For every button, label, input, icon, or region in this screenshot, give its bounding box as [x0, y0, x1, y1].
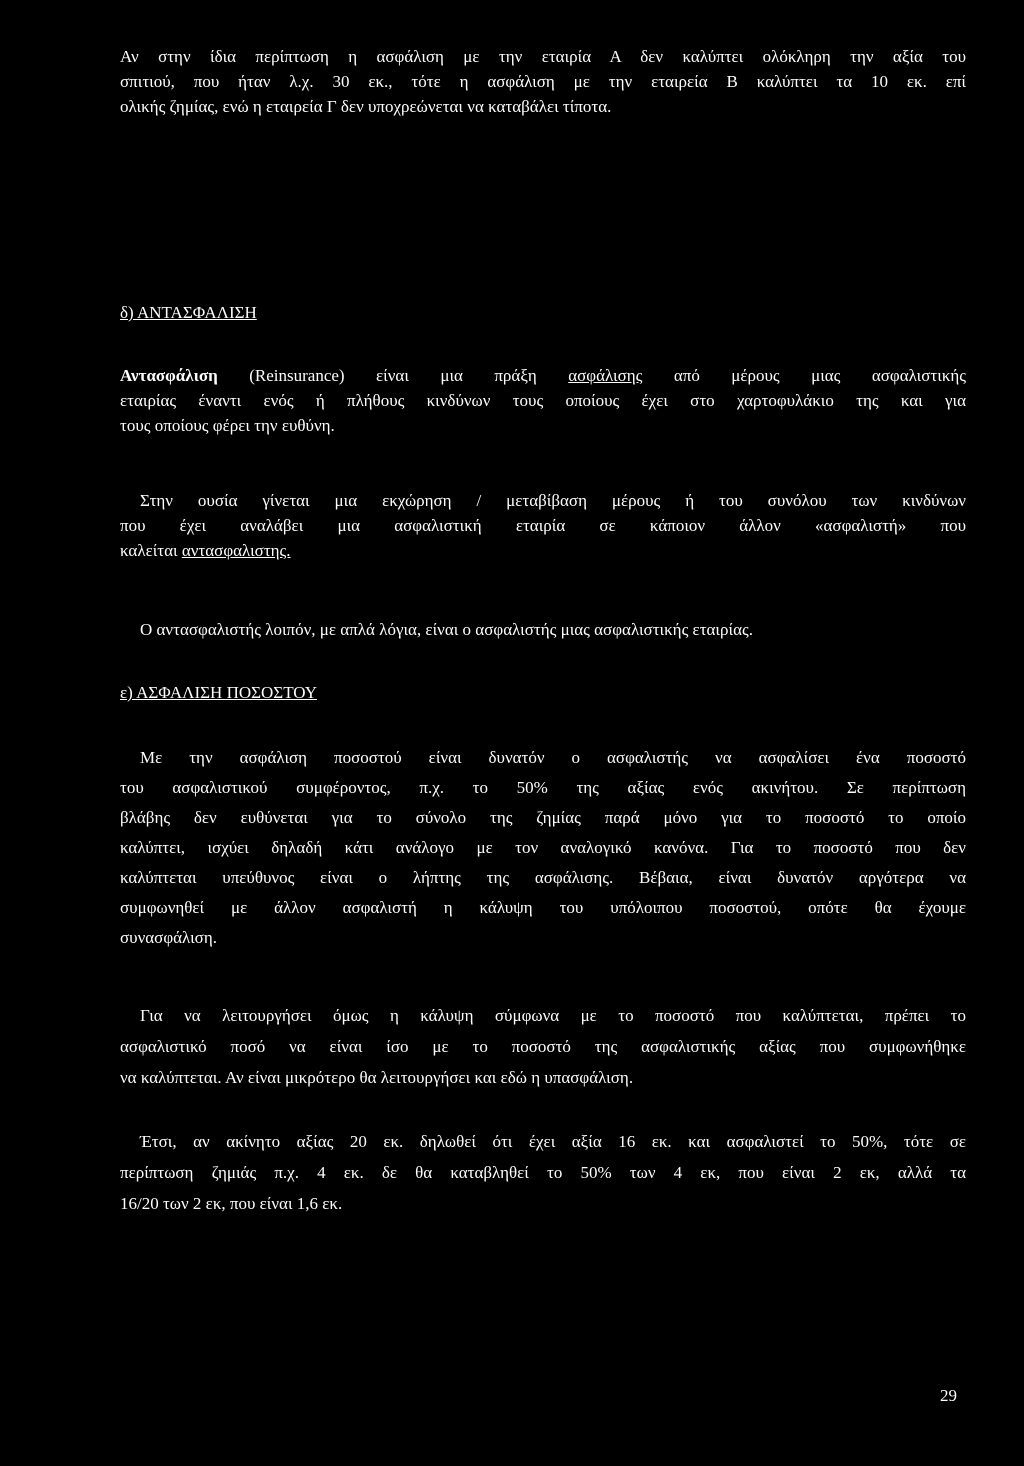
text-line: σπιτιού, που ήταν λ.χ. 30 εκ., τότε η ασφάλιση με την εταιρεία Β καλύπτει τα 10 εκ. επί: [120, 72, 966, 91]
reinsurance-transfer-paragraph: [120, 488, 966, 563]
text-line: Αν στην ίδια περίπτωση η ασφάλιση με την εταιρία Α δεν καλύπτει ολόκληρη την αξία του: [120, 47, 966, 66]
text-line: που έχει αναλάβει μια ασφαλιστική εταιρία σε κάποιον άλλον «ασφαλιστή» που: [120, 516, 966, 535]
text-line: καλύπτει, ισχύει δηλαδή κάτι ανάλογο με τον αναλογικό κανόνα. Για το ποσοστό που δεν: [120, 838, 966, 857]
page-number: 29: [940, 1386, 957, 1405]
defined-term: Αντασφάλιση: [120, 366, 218, 385]
reinsurance-definition-paragraph: [120, 363, 966, 438]
coverage-condition-paragraph: [120, 1000, 966, 1093]
text-line: του ασφαλιστικού συμφέροντος, π.χ. το 50% της αξίας ενός ακινήτου. Σε περίπτωση: [120, 778, 966, 797]
text-line: [120, 538, 966, 563]
text-fragment: (Reinsurance) είναι μια πράξη: [217, 366, 569, 385]
text-line: 16/20 των 2 εκ, που είναι 1,6 εκ.: [120, 1194, 343, 1213]
section-d-heading: δ) ΑΝΤΑΣΦΑΛΙΣΗ: [120, 303, 257, 322]
intro-paragraph: [120, 44, 966, 119]
text-line: καλύπτεται υπεύθυνος είναι ο λήπτης της ασφάλισης. Βέβαια, είναι δυνατόν αργότερα να: [120, 868, 966, 887]
insurance-link[interactable]: ασφάλισης: [568, 366, 643, 385]
text-line: Ο αντασφαλιστής λοιπόν, με απλά λόγια, είναι ο ασφαλιστής μιας ασφαλιστικής εταιρίας.: [140, 620, 753, 639]
text-fragment: από μέρους μιας ασφαλιστικής: [642, 366, 967, 385]
text-line: ασφαλιστικό ποσό να είναι ίσο με το ποσοστό της ασφαλιστικής αξίας που συμφωνήθηκε: [120, 1037, 966, 1056]
section-e-heading: ε) ΑΣΦΑΛΙΣΗ ΠΟΣΟΣΤΟΥ: [120, 683, 317, 702]
text-line: βλάβης δεν ευθύνεται για το σύνολο της ζημίας παρά μόνο για το ποσοστό το οποίο: [120, 808, 966, 827]
text-line: Για να λειτουργήσει όμως η κάλυψη σύμφωνα με το ποσοστό που καλύπτεται, πρέπει το: [140, 1006, 966, 1025]
reinsurer-summary-paragraph: [120, 617, 966, 642]
text-fragment: καλείται: [120, 541, 182, 560]
text-line: ολικής ζημίας, ενώ η εταιρεία Γ δεν υποχρεώνεται να καταβάλει τίποτα.: [120, 97, 612, 116]
text-line: συμφωνηθεί με άλλον ασφαλιστή η κάλυψη του υπόλοιπου ποσοστού, οπότε θα έχουμε: [120, 898, 966, 917]
text-line: Στην ουσία γίνεται μια εκχώρηση / μεταβίβαση μέρους ή του συνόλου των κινδύνων: [140, 491, 966, 510]
text-line: Με την ασφάλιση ποσοστού είναι δυνατόν ο ασφαλιστής να ασφαλίσει ένα ποσοστό: [140, 748, 966, 767]
text-line: τους οποίους φέρει την ευθύνη.: [120, 416, 335, 435]
text-line: να καλύπτεται. Αν είναι μικρότερο θα λειτουργήσει και εδώ η υπασφάλιση.: [120, 1068, 634, 1087]
example-paragraph: [120, 1126, 966, 1219]
text-line: συνασφάλιση.: [120, 928, 217, 947]
text-line: Έτσι, αν ακίνητο αξίας 20 εκ. δηλωθεί ότι έχει αξία 16 εκ. και ασφαλιστεί το 50%, τότε σε: [140, 1132, 966, 1151]
text-line: [120, 363, 966, 388]
percentage-insurance-paragraph: [120, 743, 966, 953]
text-line: εταιρίας έναντι ενός ή πλήθους κινδύνων τους οποίους έχει στο χαρτοφυλάκιο της και για: [120, 391, 966, 410]
text-line: περίπτωση ζημιάς π.χ. 4 εκ. δε θα καταβληθεί το 50% των 4 εκ, που είναι 2 εκ, αλλά τα: [120, 1163, 966, 1182]
reinsurer-link[interactable]: αντασφαλιστης.: [181, 541, 291, 560]
